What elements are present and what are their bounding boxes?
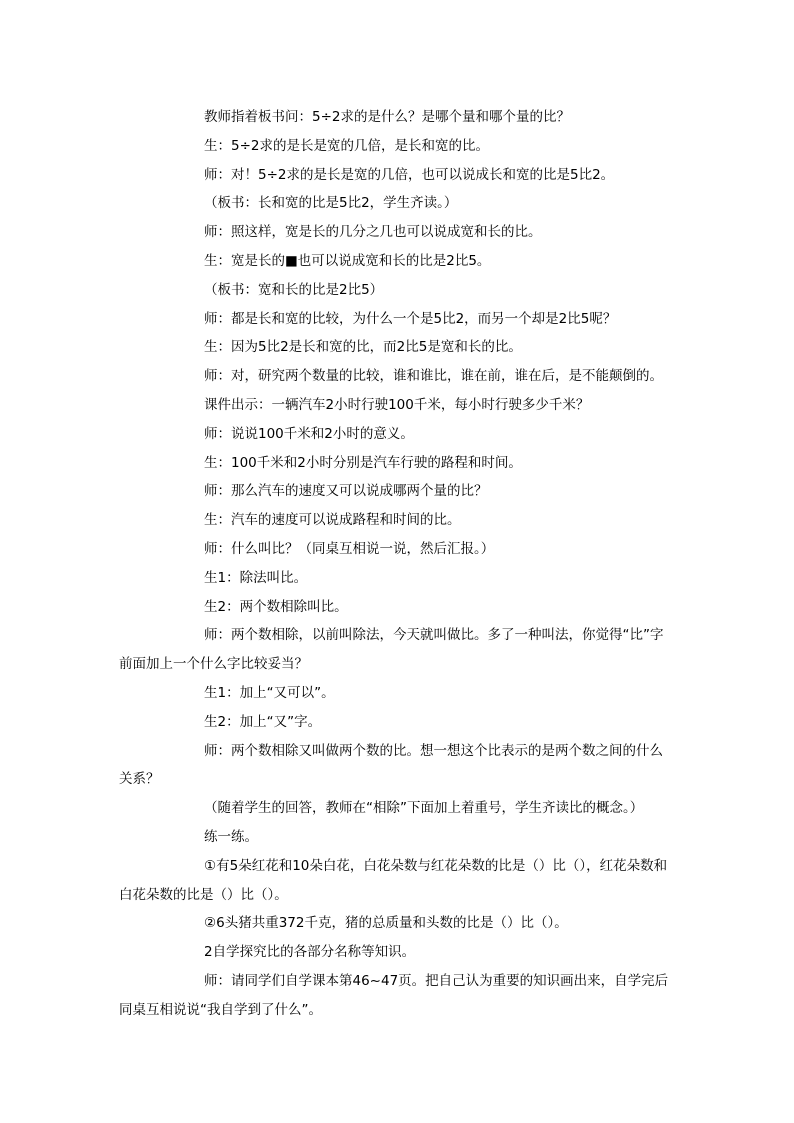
paragraph: 教师指着板书问：5÷2求的是什么？是哪个量和哪个量的比？	[204, 109, 570, 125]
paragraph: 师：两个数相除又叫做两个数的比。想一想这个比表示的是两个数之间的什么关系？	[119, 742, 663, 788]
paragraph: 生2：两个数相除叫比。	[204, 598, 348, 615]
paragraph: 生1：加上“又可以”。	[204, 684, 335, 701]
paragraph: 练一练。	[204, 828, 258, 845]
paragraph: 师：什么叫比？（同桌互相说一说，然后汇报。）	[204, 540, 495, 557]
paragraph: 生：100千米和2小时分别是汽车行驶的路程和时间。	[204, 454, 522, 471]
paragraph: （板书：宽和长的比是2比5）	[204, 281, 384, 298]
paragraph: 生2：加上“又”字。	[204, 713, 322, 730]
paragraph: 生：汽车的速度可以说成路程和时间的比。	[204, 512, 461, 529]
paragraph: 师：两个数相除，以前叫除法，今天就叫做比。多了一种叫法，你觉得“比”字前面加上一个什么字比较妥当？	[119, 627, 664, 673]
paragraph: 师：对！5÷2求的是长是宽的几倍，也可以说成长和宽的比是5比2。	[204, 166, 615, 183]
paragraph: 师：对，研究两个数量的比较，谁和谁比，谁在前，谁在后，是不能颠倒的。	[204, 368, 663, 385]
paragraph: 课件出示：一辆汽车2小时行驶100千米，每小时行驶多少千米？	[204, 396, 590, 413]
paragraph: 师：说说100千米和2小时的意义。	[204, 425, 414, 442]
paragraph: 生：5÷2求的是长是宽的几倍，是长和宽的比。	[204, 137, 489, 154]
paragraph: 2自学探究比的各部分名称等知识。	[204, 944, 416, 961]
paragraph: 师：照这样，宽是长的几分之几也可以说成宽和长的比。	[204, 224, 542, 241]
paragraph: （板书：长和宽的比是5比2，学生齐读。）	[204, 195, 458, 212]
paragraph: 生1：除法叫比。	[204, 569, 308, 586]
paragraph: 生：宽是长的■也可以说成宽和长的比是2比5。	[204, 252, 491, 269]
paragraph: ①有5朵红花和10朵白花，白花朵数与红花朵数的比是（）比（），红花朵数和白花朵数的比是（）比（）。	[119, 857, 668, 903]
paragraph: 生：因为5比2是长和宽的比，而2比5是宽和长的比。	[204, 339, 522, 356]
paragraph: 师：都是长和宽的比较，为什么一个是5比2，而另一个却是2比5呢？	[204, 310, 617, 327]
lesson-text	[119, 103, 675, 1025]
paragraph: 师：请同学们自学课本第46~47页。把自己认为重要的知识画出来，自学完后同桌互相说说“我自学到了什么”。	[119, 972, 669, 1018]
paragraph: 师：那么汽车的速度又可以说成哪两个量的比？	[204, 483, 488, 500]
paragraph: ②6头猪共重372千克，猪的总质量和头数的比是（）比（）。	[204, 915, 568, 932]
paragraph: （随着学生的回答，教师在“相除”下面加上着重号，学生齐读比的概念。）	[204, 800, 644, 817]
